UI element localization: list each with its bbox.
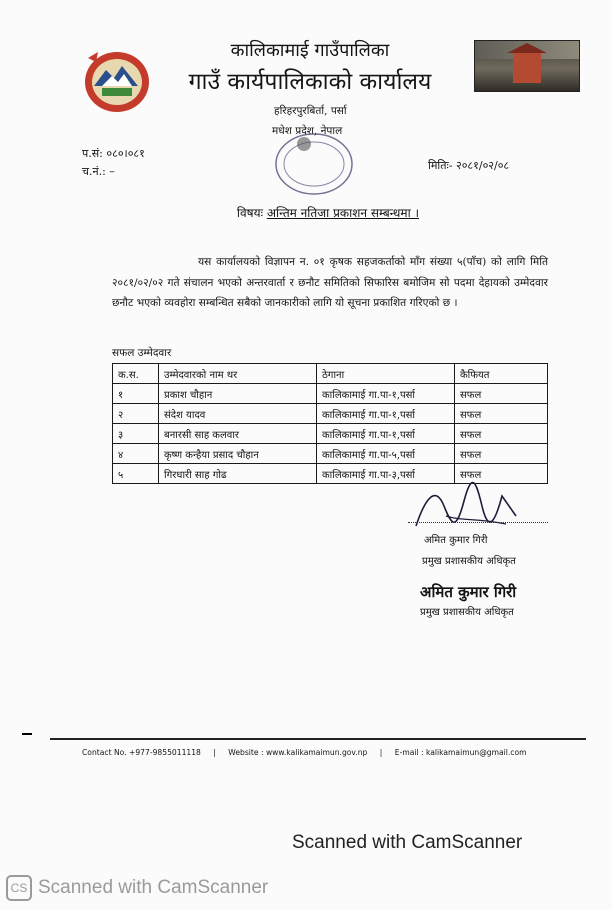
table-caption: सफल उम्मेदवार bbox=[112, 347, 172, 359]
cell-name: बनारसी साह कलवार bbox=[159, 424, 317, 444]
footer-separator: | bbox=[379, 748, 383, 757]
signature-line bbox=[408, 522, 548, 523]
cell-name: प्रकाश चौहान bbox=[159, 384, 317, 404]
cell-address: कालिकामाई गा.पा-१,पर्सा bbox=[317, 384, 455, 404]
camscanner-icon: CS bbox=[6, 875, 32, 901]
cell-address: कालिकामाई गा.पा-१,पर्सा bbox=[317, 424, 455, 444]
header-remarks: कैफियत bbox=[455, 364, 548, 384]
office-stamp bbox=[270, 128, 358, 200]
notice-body bbox=[112, 252, 548, 314]
footer-rule bbox=[50, 738, 586, 740]
cell-sn: १ bbox=[113, 384, 159, 404]
subject-line bbox=[0, 204, 612, 221]
footer-email: E-mail : kalikamaimun@gmail.com bbox=[394, 748, 527, 757]
cell-sn: ४ bbox=[113, 444, 159, 464]
cell-address: कालिकामाई गा.पा-५,पर्सा bbox=[317, 444, 455, 464]
table-row bbox=[113, 444, 548, 464]
cell-remarks: सफल bbox=[455, 424, 548, 444]
document-date: मितिः- २०८१/०२/०८ bbox=[428, 159, 510, 172]
table-row bbox=[113, 404, 548, 424]
scanner-watermark-logo bbox=[6, 875, 268, 901]
table-header-row bbox=[113, 364, 548, 384]
cell-remarks: सफल bbox=[455, 444, 548, 464]
header-sn: क.स. bbox=[113, 364, 159, 384]
cell-name: संदेश यादव bbox=[159, 404, 317, 424]
cell-remarks: सफल bbox=[455, 464, 548, 484]
table-row bbox=[113, 384, 548, 404]
handwritten-signature bbox=[406, 476, 526, 536]
signatory-name-small: अमित कुमार गिरी bbox=[424, 535, 488, 546]
footer bbox=[82, 748, 537, 757]
cell-remarks: सफल bbox=[455, 404, 548, 424]
signatory-title-small: प्रमुख प्रशासकीय अधिकृत bbox=[422, 556, 516, 567]
header-name: उम्मेदवारको नाम थर bbox=[159, 364, 317, 384]
footer-website: Website : www.kalikamaimun.gov.np bbox=[228, 748, 368, 757]
subject-prefix: विषयः bbox=[236, 206, 264, 220]
footer-separator: | bbox=[213, 748, 216, 757]
signatory-name-large: अमित कुमार गिरी bbox=[420, 583, 517, 601]
cell-address: कालिकामाई गा.पा-३,पर्सा bbox=[317, 464, 455, 484]
results-table bbox=[112, 363, 548, 484]
signatory-title-large: प्रमुख प्रशासकीय अधिकृत bbox=[420, 607, 514, 618]
reference-number: प.सं: ०८०।०८१ bbox=[82, 147, 145, 160]
table-row bbox=[113, 424, 548, 444]
footer-contact: Contact No. +977-9855011118 bbox=[82, 748, 201, 757]
cell-sn: ५ bbox=[113, 464, 159, 484]
cell-address: कालिकामाई गा.पा-१,पर्सा bbox=[317, 404, 455, 424]
office-name: गाउँ कार्यपालिकाको कार्यालय bbox=[188, 69, 432, 95]
cell-name: कृष्ण कन्हैया प्रसाद चौहान bbox=[159, 444, 317, 464]
scanner-watermark: Scanned with CamScanner bbox=[292, 832, 523, 853]
dispatch-number: च.नं.: – bbox=[82, 165, 115, 178]
scanner-watermark-text: Scanned with CamScanner bbox=[38, 877, 269, 899]
cell-sn: ३ bbox=[113, 424, 159, 444]
cell-remarks: सफल bbox=[455, 384, 548, 404]
municipality-name: कालिकामाई गाउँपालिका bbox=[230, 40, 390, 61]
margin-mark bbox=[22, 733, 32, 735]
cell-sn: २ bbox=[113, 404, 159, 424]
cell-name: गिरधारी साह गोढ bbox=[159, 464, 317, 484]
address-line-2: मधेश प्रदेश, नेपाल bbox=[272, 125, 343, 137]
header-address: ठेगाना bbox=[317, 364, 455, 384]
address-line-1: हरिहरपुरबिर्ता, पर्सा bbox=[274, 105, 347, 117]
subject-text: अन्तिम नतिजा प्रकाशन सम्बन्धमा । bbox=[266, 206, 420, 220]
notice-paragraph: यस कार्यालयको विज्ञापन न. ०१ कृषक सहजकर्ताको माँग संख्या ५(पाँच) को लागि मिति २०८१/०२/०२ गते संचालन भएको अन्तरवार्ता र छनौट समितिको सिफारिस बमोजिम सो पदमा देहायको उम्मेदवार छनौट भएको व्यवहोरा सम्बन्धित सबैको जानकारीको लागि यो सूचना प्रकाशित गरिएको छ । bbox=[112, 256, 548, 309]
